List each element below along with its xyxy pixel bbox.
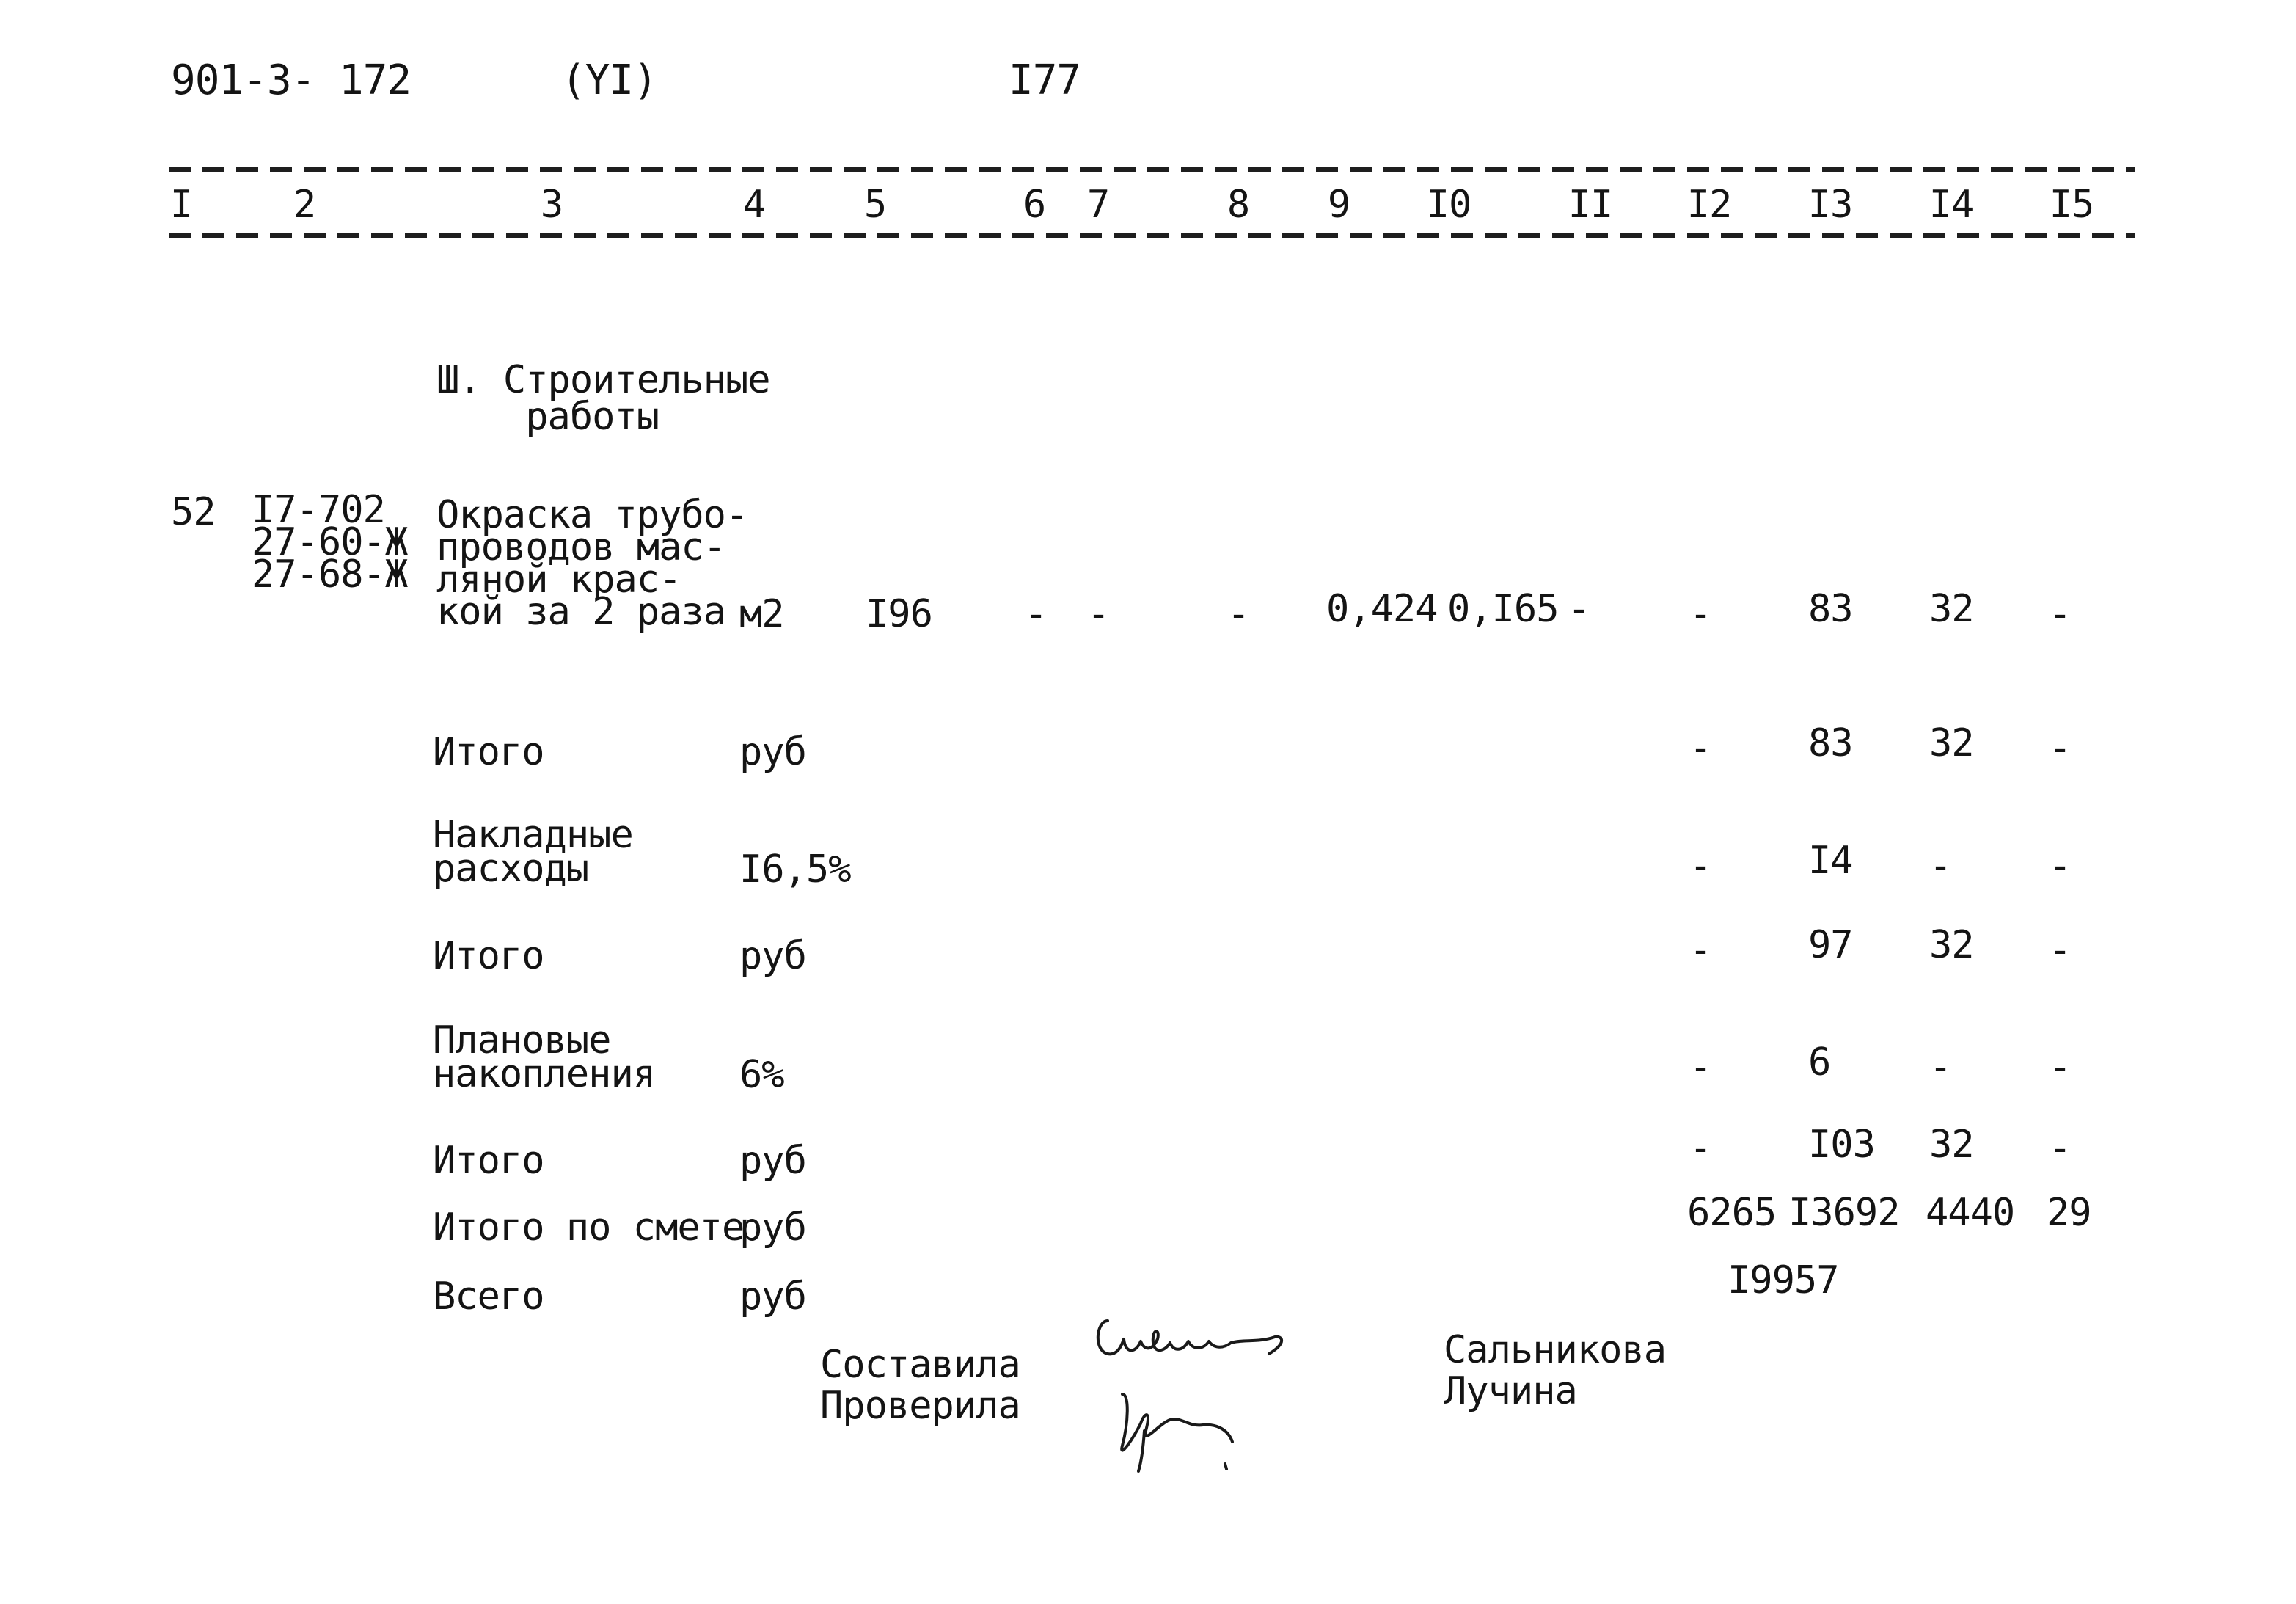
summary-col12: - [1689,1046,1712,1090]
summary-col15: - [2048,1046,2072,1090]
item-col13: 83 [1808,587,1853,631]
summary-col12: - [1689,844,1712,888]
summary-label: Итого по смете [433,1206,745,1250]
summary-col12: - [1689,726,1712,770]
summary-unit: руб [739,1206,806,1250]
column-number: I2 [1686,183,1732,227]
summary-col13: 6 [1808,1040,1831,1084]
summary-label: Итого [433,1139,544,1183]
column-number: I5 [2049,183,2094,227]
signature-roles: Составила Проверила [820,1343,1020,1428]
item-col12: - [1689,592,1712,636]
item-col14: 32 [1929,587,1974,631]
item-description: Окраска трубо- проводов мас- ляной крас- кой за 2 раза [436,493,748,634]
column-number: 9 [1327,183,1350,227]
summary-label: Накладные расходы [433,813,633,891]
column-number: II [1568,183,1613,227]
summary-col15: - [2048,726,2072,770]
summary-unit: 6% [739,1053,784,1097]
column-number: 8 [1226,183,1250,227]
document-code: 901-3- 172 [171,56,412,104]
summary-col14: 32 [1929,721,1974,765]
summary-col12: 6265 [1687,1191,1777,1235]
item-col9: 0,424 [1326,587,1438,631]
summary-col15: - [2048,928,2072,972]
summary-unit: I6,5% [739,847,851,892]
column-number: I0 [1426,183,1471,227]
summary-col13: I4 [1808,839,1853,883]
item-col8: - [1226,592,1250,636]
summary-unit: руб [739,730,806,774]
handwritten-signature-checker [1100,1379,1254,1482]
item-price-codes: I7-702 27-60-Ж 27-68-Ж [252,488,408,597]
column-number: I4 [1928,183,1974,227]
summary-unit: руб [739,1139,806,1183]
summary-col14: 32 [1929,923,1974,967]
summary-col12: - [1689,1126,1712,1170]
item-col10: 0,I65 [1447,587,1559,631]
item-number: 52 [171,490,216,534]
summary-col14: 4440 [1926,1191,2015,1235]
summary-col12: - [1689,928,1712,972]
column-number: 6 [1023,183,1046,227]
summary-col13: 83 [1808,721,1853,765]
summary-col14: 32 [1929,1123,1974,1167]
summary-unit: руб [739,934,806,978]
total-value: I9957 [1728,1258,1839,1302]
signature-names: Сальникова Лучина [1444,1328,1667,1413]
total-unit: руб [739,1275,806,1319]
total-label: Всего [433,1275,544,1319]
column-number: 7 [1086,183,1110,227]
column-number: I3 [1807,183,1853,227]
page-number: I77 [1009,56,1081,104]
header-bottom-rule [169,233,2135,238]
summary-col15: 29 [2047,1191,2091,1235]
summary-col13: I3692 [1788,1191,1900,1235]
summary-col13: 97 [1808,923,1853,967]
summary-label: Итого [433,934,544,978]
section-title: Ш. Строительные работы [436,358,770,439]
header-top-rule [169,167,2135,172]
item-col15: - [2048,592,2072,636]
column-number: 3 [540,183,563,227]
summary-col13: I03 [1808,1123,1875,1167]
summary-col14: - [1928,1046,1952,1090]
summary-label: Итого [433,730,544,774]
column-number: 5 [863,183,887,227]
item-col6: - [1024,592,1048,636]
column-number: 2 [293,183,316,227]
item-col7: - [1086,592,1110,636]
summary-col15: - [2048,1126,2072,1170]
item-col11: - [1567,587,1590,631]
handwritten-signature-compiler [1078,1299,1320,1379]
summary-label: Плановые накопления [433,1018,656,1096]
summary-col14: - [1928,844,1952,888]
column-number: I [169,183,193,227]
item-quantity: I96 [866,592,932,636]
column-number: 4 [742,183,766,227]
document-part: (YI) [561,56,657,104]
summary-col15: - [2048,844,2072,888]
item-unit: м2 [739,592,784,636]
